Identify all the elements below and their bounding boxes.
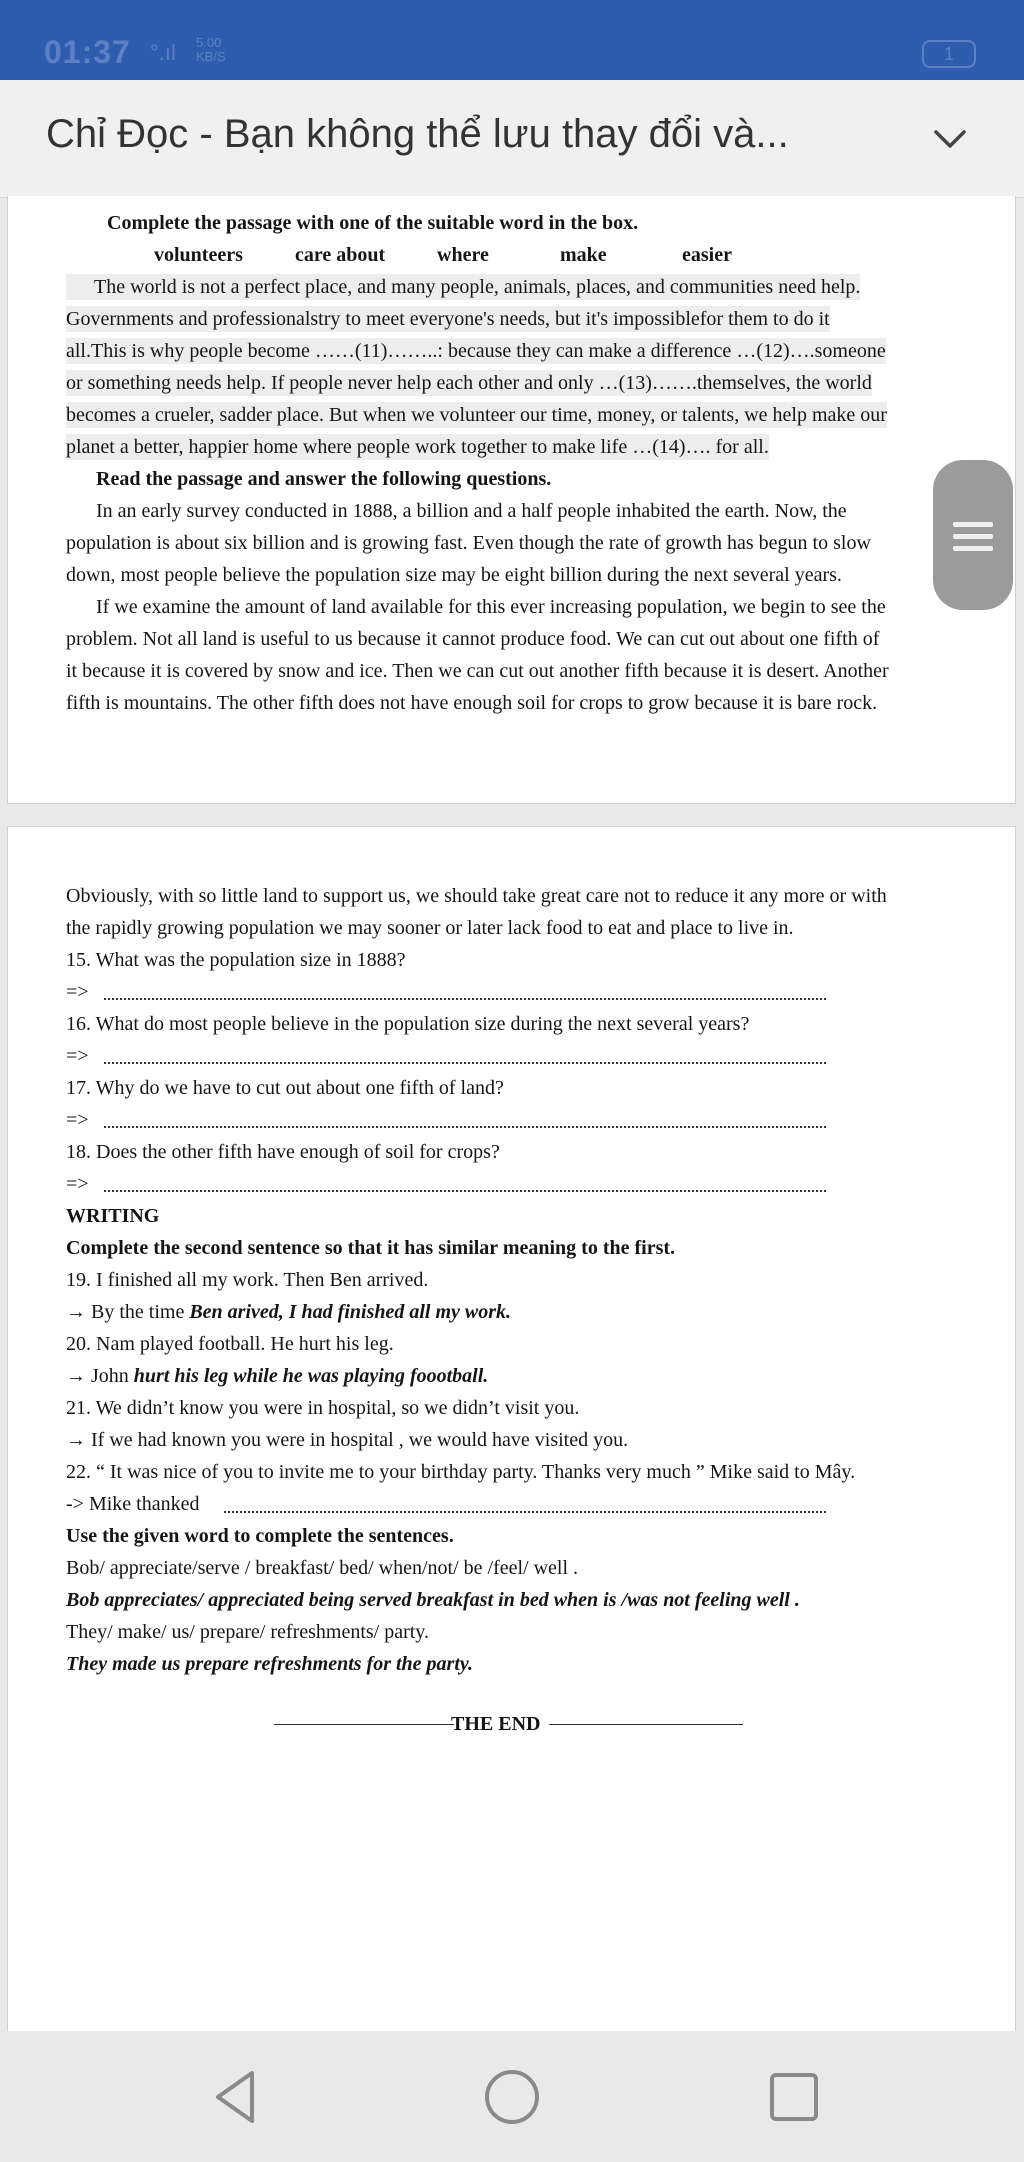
question-16: 16. What do most people believe in the population size during the next several years? [66, 1013, 750, 1035]
answer-arrow: => [66, 1173, 89, 1195]
reading-line: it because it is covered by snow and ice. Then we can cut out another fifth because it is desert. Another [66, 660, 889, 682]
reading-line: If we examine the amount of land available for this ever increasing population, we begin to see the [96, 596, 886, 618]
answer-text: hurt his leg while he was playing foootball. [133, 1365, 489, 1387]
grip-line [953, 546, 993, 551]
status-time: 01:37 [44, 34, 131, 70]
answer-prefix: → John [66, 1365, 134, 1387]
word-box-item: care about [295, 244, 386, 266]
given-words-answer: Bob appreciates/ appreciated being served breakfast in bed when is /was not feeling well . [66, 1589, 800, 1611]
passage-line: The world is not a perfect place, and many people, animals, places, and communities need help. [66, 274, 860, 300]
answer-line[interactable] [104, 998, 826, 1000]
grip-line [953, 534, 993, 539]
instruction-heading: Complete the passage with one of the suitable word in the box. [107, 212, 639, 234]
chevron-down-icon[interactable] [930, 124, 970, 154]
passage-line: planet a better, happier home where people work together to make life …(14)…. for all. [66, 436, 769, 458]
reading-heading: Read the passage and answer the following questions. [96, 468, 552, 490]
end-divider-left [274, 1724, 454, 1725]
word-box-item: where [437, 244, 489, 266]
passage-line: all.This is why people become ……(11)……..: because they can make a difference …(12)….someone [66, 340, 886, 362]
question-20: 20. Nam played football. He hurt his leg. [66, 1333, 394, 1355]
document-page-2 [7, 826, 1016, 2031]
passage-line: or something needs help. If people never help each other and only …(13)…….themselves, the world [66, 372, 872, 394]
reading-line: fifth is mountains. The other fifth does not have enough soil for crops to grow because it is bare rock. [66, 692, 878, 714]
network-speed [196, 36, 226, 64]
question-17: 17. Why do we have to cut out about one fifth of land? [66, 1077, 504, 1099]
word-box [154, 242, 732, 268]
battery-icon: 1 [922, 40, 976, 68]
answer-line[interactable] [224, 1511, 826, 1513]
reading-line: In an early survey conducted in 1888, a billion and a half people inhabited the earth. Now, the [96, 500, 847, 522]
reading-line: down, most people believe the population size may be eight billion during the next several years. [66, 564, 842, 586]
title-bar [0, 80, 1024, 198]
reading-line: the rapidly growing population we may sooner or later lack food to eat and place to live in. [66, 917, 794, 939]
answer-text: Ben arived, I had finished all my work. [189, 1301, 512, 1323]
answer-prefix: → By the time [66, 1301, 190, 1323]
writing-heading: WRITING [66, 1205, 160, 1227]
answer-arrow: => [66, 1045, 89, 1067]
answer-22-prefix: -> Mike thanked [66, 1493, 200, 1515]
document-title: Chỉ Đọc - Bạn không thể lưu thay đổi và... [46, 112, 789, 156]
reading-line: population is about six billion and is growing fast. Even though the rate of growth has begun to slow [66, 532, 871, 554]
recent-apps-icon[interactable] [764, 2067, 824, 2127]
answer-arrow: => [66, 981, 89, 1003]
reading-line: Obviously, with so little land to support us, we should take great care not to reduce it any more or with [66, 885, 887, 907]
status-bar [0, 0, 1024, 80]
answer-line[interactable] [104, 1190, 826, 1192]
word-box-item: volunteers [154, 244, 243, 266]
given-words: Bob/ appreciate/serve / breakfast/ bed/ when/not/ be /feel/ well . [66, 1557, 579, 1579]
given-words: They/ make/ us/ prepare/ refreshments/ party. [66, 1621, 430, 1643]
answer-arrow: => [66, 1109, 89, 1131]
end-divider-right [549, 1724, 743, 1725]
grip-line [953, 522, 993, 527]
question-15: 15. What was the population size in 1888? [66, 949, 406, 971]
given-words-answer: They made us prepare refreshments for the party. [66, 1653, 474, 1675]
answer-19 [66, 1299, 511, 1325]
navigation-bar [0, 2031, 1024, 2162]
answer-21: → If we had known you were in hospital , we would have visited you. [66, 1429, 629, 1451]
writing-instruction: Complete the second sentence so that it has similar meaning to the first. [66, 1237, 676, 1259]
word-box-item: make [560, 244, 607, 266]
reading-line: problem. Not all land is useful to us because it cannot produce food. We can cut out about one fifth of [66, 628, 880, 650]
the-end: THE END [451, 1713, 541, 1735]
given-word-heading: Use the given word to complete the sentences. [66, 1525, 454, 1547]
answer-line[interactable] [104, 1062, 826, 1064]
question-21: 21. We didn’t know you were in hospital, so we didn’t visit you. [66, 1397, 580, 1419]
fast-scroll-handle[interactable] [933, 460, 1013, 610]
passage-line: Governments and professionalstry to meet everyone's needs, but it's impossiblefor them to do it [66, 308, 830, 330]
network-speed-unit: KB/S [196, 49, 226, 64]
document-page-1 [7, 196, 1016, 804]
question-18: 18. Does the other fifth have enough of soil for crops? [66, 1141, 500, 1163]
answer-line[interactable] [104, 1126, 826, 1128]
home-icon[interactable] [482, 2067, 542, 2127]
signal-icon: °.ıl [150, 40, 176, 65]
word-box-item: easier [682, 244, 732, 266]
question-22: 22. “ It was nice of you to invite me to your birthday party. Thanks very much ” Mike said to Mây. [66, 1461, 856, 1483]
answer-20 [66, 1363, 488, 1389]
question-19: 19. I finished all my work. Then Ben arrived. [66, 1269, 429, 1291]
passage-line: becomes a crueler, sadder place. But when we volunteer our time, money, or talents, we help make our [66, 404, 887, 426]
network-speed-value: 5.00 [196, 35, 222, 50]
back-icon[interactable] [208, 2067, 268, 2127]
